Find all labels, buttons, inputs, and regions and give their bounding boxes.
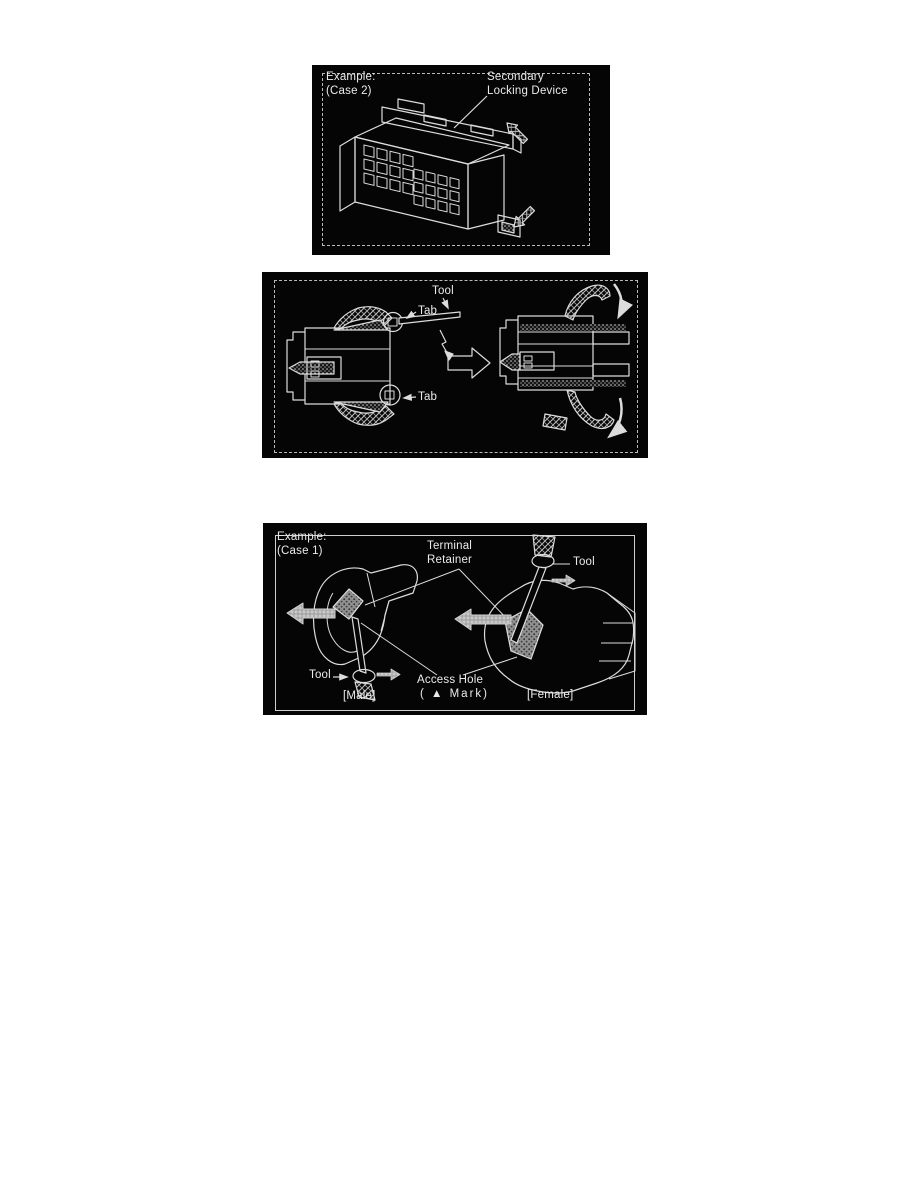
- example-line2: (Case 1): [277, 544, 323, 557]
- lock-arm-top-open: [565, 285, 610, 320]
- access-line2: ( ▲ Mark): [420, 687, 489, 700]
- example-line2: (Case 2): [326, 84, 372, 97]
- example-line1: Example:: [326, 71, 376, 83]
- panel-terminal-retainer: [263, 523, 647, 715]
- tool-leader-line: [443, 298, 448, 308]
- lock-arm-bottom-open: [567, 390, 614, 428]
- female-connector-shape: [485, 580, 635, 693]
- connector-locked-section: [287, 307, 403, 426]
- panel-tab-release: [262, 272, 648, 458]
- retainer-leader-left: [365, 569, 459, 605]
- push-arrow-male-icon: [377, 669, 400, 680]
- secondary-locking-device-label: [487, 71, 568, 98]
- rotate-arrow-top-icon: [614, 284, 622, 316]
- pullout-arrow-female-icon: [455, 609, 511, 630]
- pin-grid-left: [364, 145, 413, 195]
- tab-release-illustration: [262, 272, 648, 458]
- tool-label: Tool: [432, 285, 454, 297]
- terminal-bar-top: [593, 332, 629, 344]
- arrow-down-left-icon: [510, 204, 537, 231]
- female-label: [Female]: [527, 689, 574, 701]
- secondary-locking-device-shape: [382, 99, 521, 153]
- panel-secondary-locking-device: [312, 65, 610, 255]
- terminal-bar-bottom: [593, 364, 629, 376]
- male-label: [Male]: [343, 690, 376, 702]
- connector-released-section: [500, 284, 629, 436]
- access-line1: Access Hole: [417, 674, 484, 686]
- retainer-line2: Retainer: [427, 553, 473, 566]
- callout-line2: Locking Device: [487, 84, 568, 97]
- retainer-line1: Terminal: [427, 540, 473, 552]
- example-line1: Example:: [277, 531, 327, 543]
- tool-left-label: Tool: [309, 669, 331, 681]
- access-leader-right: [463, 657, 517, 675]
- tool-male-shape: [352, 617, 375, 700]
- tab-top-label: Tab: [418, 305, 438, 317]
- access-hole-label: [417, 674, 489, 701]
- tool-right-label: Tool: [573, 556, 595, 568]
- access-leader-left: [361, 623, 437, 675]
- tab-bottom-leader-line: [404, 397, 416, 398]
- arrow-right-icon: [448, 348, 490, 378]
- tab-bottom-label: Tab: [418, 391, 438, 403]
- terminal-retainer-label: [427, 540, 472, 567]
- pin-grid-right: [414, 169, 459, 215]
- example-case2-label: [326, 71, 376, 98]
- rotate-arrow-bottom-icon: [610, 398, 622, 436]
- callout-line1: Secondary: [487, 71, 544, 83]
- terminal-retainer-male: [333, 589, 363, 619]
- example-case1-label: [277, 531, 327, 558]
